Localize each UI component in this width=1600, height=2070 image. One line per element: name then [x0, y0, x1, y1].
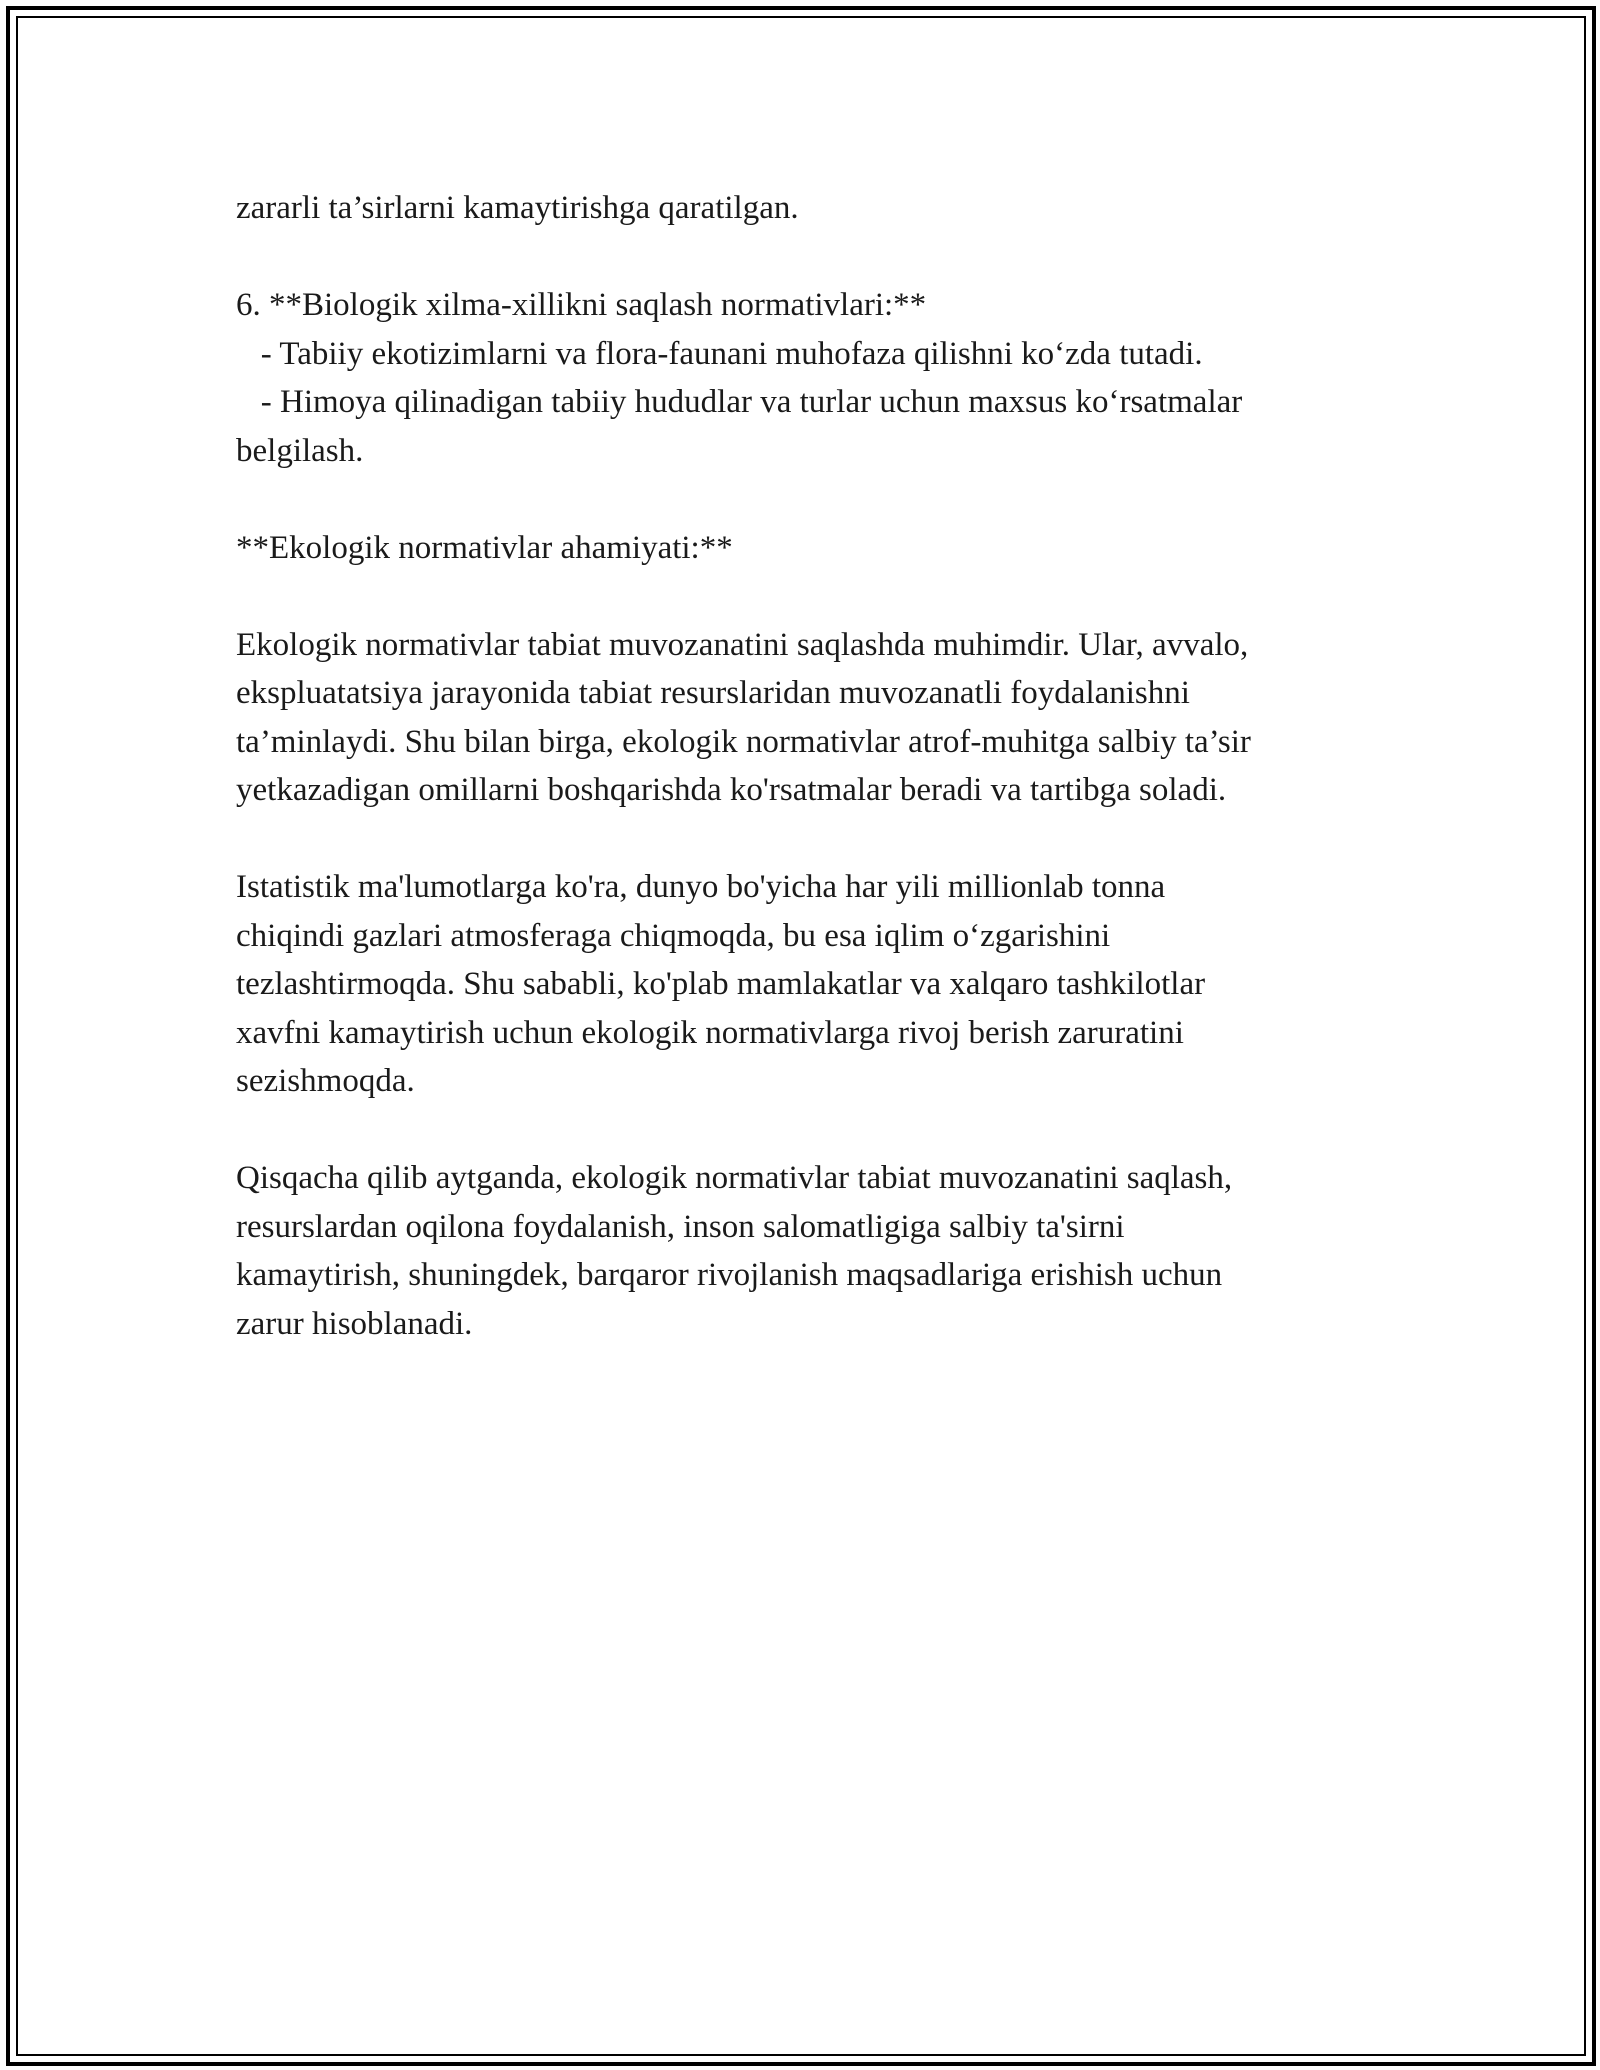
section-heading: **Ekologik normativlar ahamiyati:** [236, 529, 733, 566]
text-line: zararli ta’sirlarni kamaytirishga qaratilgan. [236, 190, 799, 226]
text-line: Qisqacha qilib aytganda, ekologik normativlar tabiat muvozanatini saqlash, [236, 1160, 1233, 1196]
paragraph-gap [236, 233, 1386, 282]
text-line: Ekologik normativlar tabiat muvozanatini saqlashda muhimdir. Ular, avvalo, [236, 626, 1249, 663]
document-body [236, 184, 1386, 1348]
text-line: ta’minlaydi. Shu bilan birga, ekologik normativlar atrof-muhitga salbiy ta’sir [236, 723, 1251, 760]
text-line: kamaytirish, shuningdek, barqaror rivojlanish maqsadlariga erishish uchun [236, 1257, 1223, 1293]
text-line: belgilash. [236, 432, 364, 469]
text-line: xavfni kamaytirish uchun ekologik normativlarga rivoj berish zaruratini [236, 1014, 1184, 1051]
text-line: Istatistik ma'lumotlarga ko'ra, dunyo bo'yicha har yili millionlab tonna [236, 869, 1166, 905]
paragraph-gap [236, 815, 1386, 864]
section-heading: 6. **Biologik xilma-xillikni saqlash normativlari:** [236, 287, 927, 323]
text-line: sezishmoqda. [236, 1063, 415, 1099]
text-line: ekspluatatsiya jarayonida tabiat resurslaridan muvozanatli foydalanishni [236, 675, 1190, 711]
paragraph-gap [236, 1106, 1386, 1155]
text-line: zarur hisoblanadi. [236, 1305, 473, 1342]
paragraph-gap [236, 475, 1386, 524]
text-line: tezlashtirmoqda. Shu sababli, ko'plab mamlakatlar va xalqaro tashkilotlar [236, 966, 1206, 1002]
text-line: chiqindi gazlari atmosferaga chiqmoqda, bu esa iqlim o‘zgarishini [236, 917, 1111, 954]
paragraph-gap [236, 572, 1386, 621]
text-line: yetkazadigan omillarni boshqarishda ko'rsatmalar beradi va tartibga soladi. [236, 772, 1227, 808]
list-item: - Tabiiy ekotizimlarni va flora-faunani muhofaza qilishni ko‘zda tutadi. [236, 335, 1203, 372]
list-item: - Himoya qilinadigan tabiiy hududlar va turlar uchun maxsus ko‘rsatmalar [236, 384, 1243, 420]
text-line: resurslardan oqilona foydalanish, inson salomatligiga salbiy ta'sirni [236, 1208, 1125, 1245]
